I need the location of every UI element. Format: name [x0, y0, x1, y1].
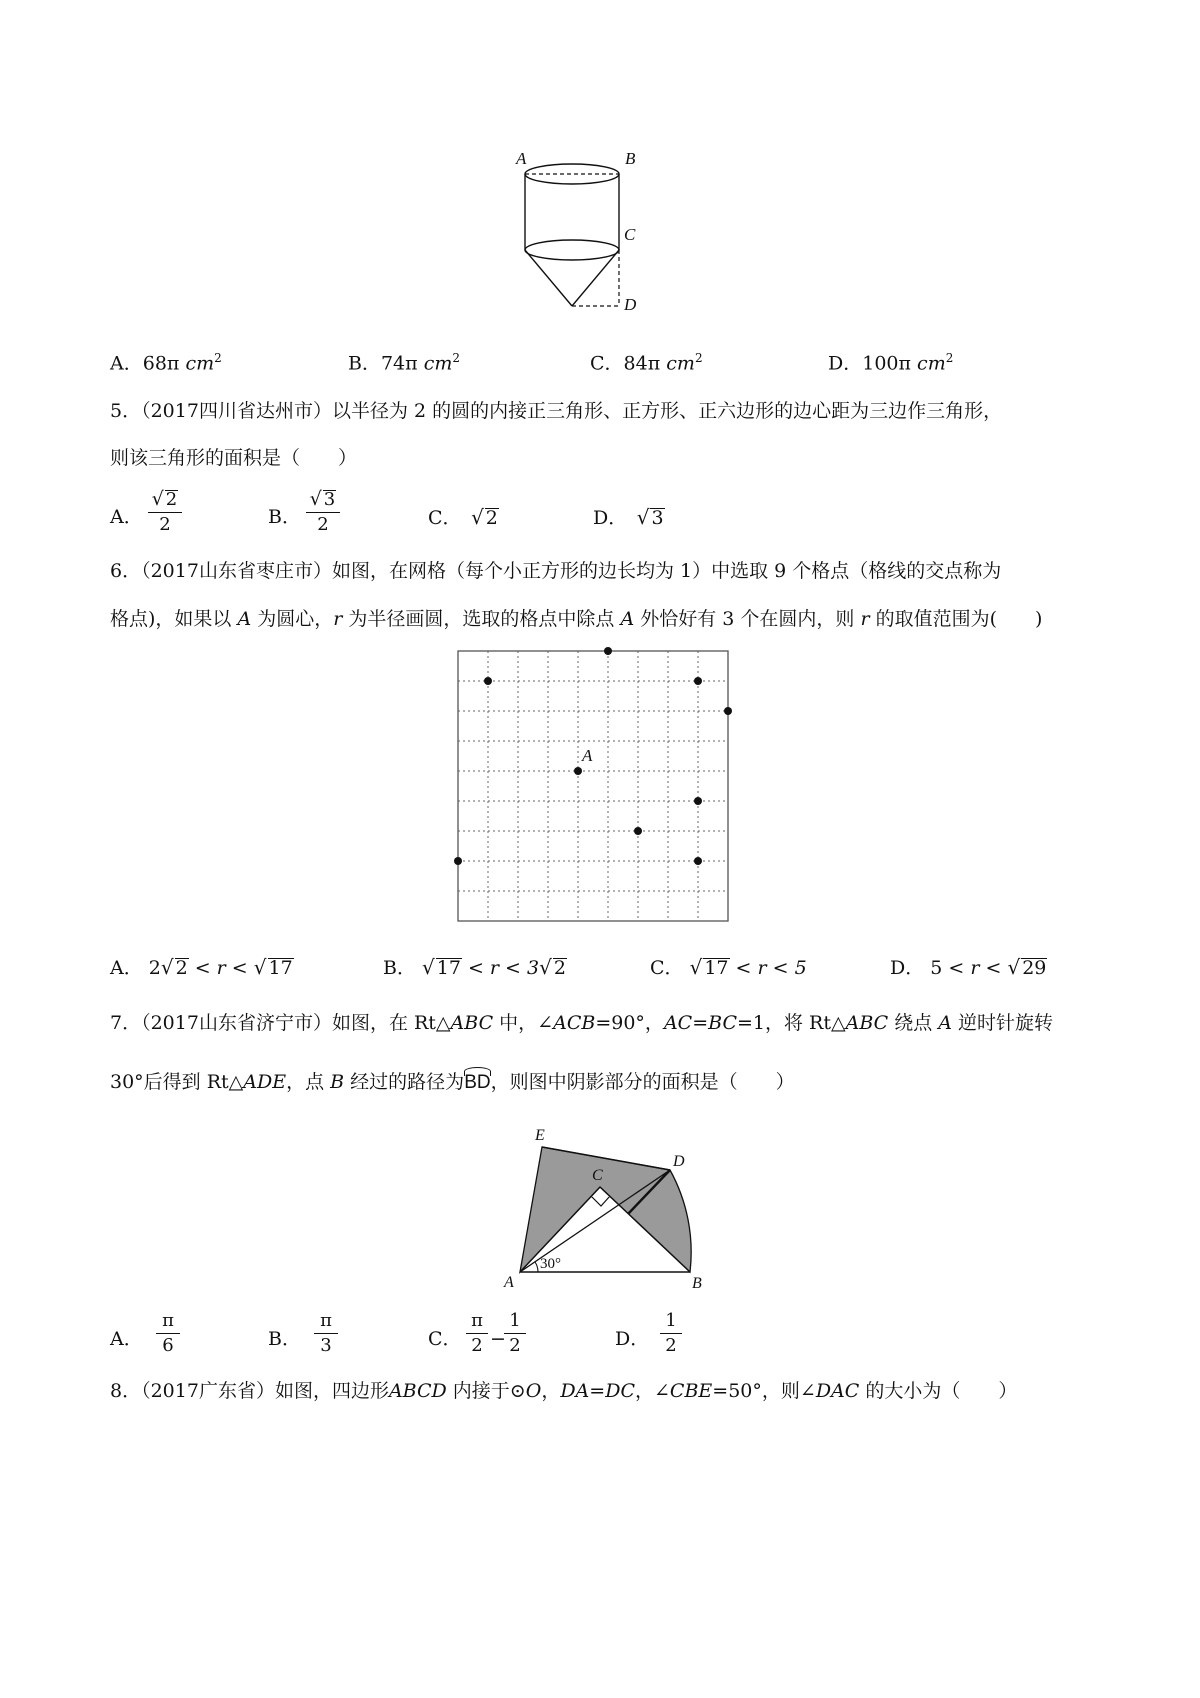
middle-ellipse	[525, 240, 619, 260]
q7-option-a-letter: A．	[110, 1328, 143, 1350]
grid-point	[694, 857, 702, 865]
shaded-region	[520, 1147, 691, 1272]
grid-point	[694, 677, 702, 685]
label-a: A	[504, 1274, 514, 1291]
q5-option-c: C． √ 2	[428, 505, 498, 529]
q4-option-b: B．74π $cm^2$	[348, 351, 460, 375]
arc-bd-notation: BD	[464, 1073, 490, 1092]
q7-option-d-letter: D．	[615, 1328, 650, 1350]
q7-option-a-value: π 6	[156, 1312, 180, 1355]
label-b: B	[625, 149, 636, 168]
q7-text-line1: 7．（2017山东省济宁市）如图，在 Rt△ABC 中，∠ACB=90°，AC=BC=1，将 Rt△ABC 绕点 A 逆时针旋转	[110, 1012, 1054, 1034]
q4-option-a: A．68π $cm^2$	[110, 351, 222, 375]
q5-option-b-letter: B．	[268, 506, 301, 528]
rotation-figure	[480, 1122, 720, 1292]
point-a-label: A	[582, 746, 593, 765]
cylinder-cone-figure	[516, 149, 690, 320]
label-b: B	[692, 1275, 702, 1292]
label-d: D	[673, 1153, 685, 1170]
label-e: E	[535, 1127, 545, 1144]
grid-point	[484, 677, 492, 685]
q5-text-line1: 5．（2017四川省达州市）以半径为 2 的圆的内接正三角形、正方形、正六边形的边心距为三边作三角形，	[110, 400, 1003, 422]
grid-point	[454, 857, 462, 865]
q6-text-line2: 格点)，如果以 A 为圆心，r 为半径画圆，选取的格点中除点 A 外恰好有 3 个在圆内，则 r 的取值范围为( )	[110, 608, 1043, 630]
grid-point	[634, 827, 642, 835]
angle-30-arc	[535, 1262, 538, 1272]
q7-text-line2: 30°后得到 Rt△ADE，点 B 经过的路径为 BD，则图中阴影部分的面积是（ ）	[110, 1073, 795, 1092]
q7-option-b-value: π 3	[314, 1312, 338, 1355]
q7-option-d-value: 1 2	[660, 1312, 682, 1355]
grid-point	[694, 797, 702, 805]
q6-option-b: B． √ 17 < r < 3√ 2	[383, 955, 566, 979]
q7-option-c-value1: π 2	[466, 1312, 488, 1355]
label-c: C	[624, 225, 636, 244]
right-angle-mark	[591, 1196, 610, 1206]
q6-option-d: D． 5 < r < √ 29	[890, 955, 1047, 979]
label-a: A	[516, 149, 527, 168]
q7-option-c-letter: C．	[428, 1328, 462, 1350]
grid-point	[724, 707, 732, 715]
q7-option-b-letter: B．	[268, 1328, 301, 1350]
q5-option-b-value: √ 3 2	[306, 490, 340, 534]
label-d: D	[624, 295, 637, 314]
grid-figure	[452, 645, 742, 925]
q5-option-d: D． √ 3	[593, 505, 664, 529]
q6-text-line1: 6．（2017山东省枣庄市）如图，在网格（每个小正方形的边长均为 1）中选取 9 个格点（格线的交点称为	[110, 560, 1002, 582]
grid-border	[458, 651, 728, 921]
q4-option-d: D．100π $cm^2$	[828, 351, 954, 375]
grid-point	[604, 647, 612, 655]
q5-text-line2: 则该三角形的面积是（ ）	[110, 447, 358, 469]
q5-option-a-value: √ 2 2	[148, 490, 182, 534]
label-c: C	[592, 1167, 603, 1184]
q7-option-c-value2: 1 2	[504, 1312, 526, 1355]
q5-option-a-letter: A．	[110, 506, 143, 528]
q6-option-c: C． √ 17 < r < 5	[650, 955, 807, 979]
q8-text-line1: 8．（2017广东省）如图，四边形ABCD 内接于⊙O，DA=DC，∠CBE=50°，则∠DAC 的大小为（ ）	[110, 1380, 1018, 1402]
q7-option-c-minus: −	[490, 1328, 506, 1350]
grid-point	[574, 767, 582, 775]
label-angle: 30°	[540, 1256, 561, 1272]
q4-option-c: C．84π $cm^2$	[590, 351, 703, 375]
q6-option-a: A． 2√ 2 < r < √ 17	[110, 955, 293, 979]
